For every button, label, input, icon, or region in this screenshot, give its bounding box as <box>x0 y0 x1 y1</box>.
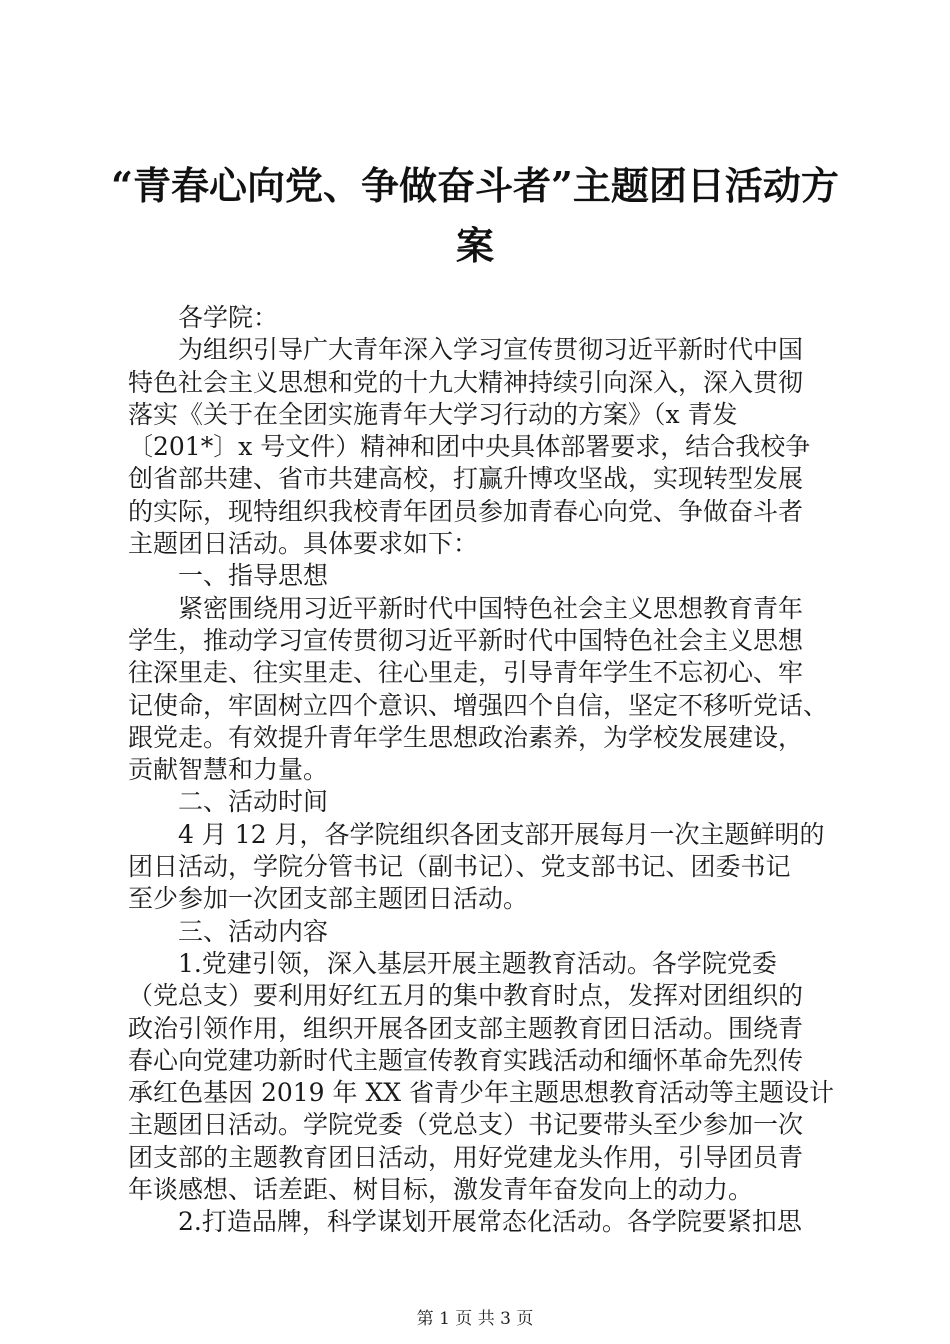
document-title <box>100 156 850 276</box>
paragraph-line: 创省部共建、省市共建高校，打赢升博攻坚战，实现转型发展 <box>128 464 804 494</box>
paragraph-line: 紧密围绕用习近平新时代中国特色社会主义思想教育青年 <box>178 593 804 623</box>
paragraph-line: 2.打造品牌，科学谋划开展常态化活动。各学院要紧扣思 <box>178 1207 802 1237</box>
paragraph-line: 为组织引导广大青年深入学习宣传贯彻习近平新时代中国 <box>178 335 804 365</box>
section-heading: 三、活动内容 <box>178 916 329 946</box>
paragraph-line: 跟党走。有效提升青年学生思想政治素养，为学校发展建设， <box>128 722 804 752</box>
salutation: 各学院： <box>178 303 279 332</box>
title-line-1: “青春心向党、争做奋斗者”主题团日活动方 <box>111 163 839 208</box>
paragraph-line: （党总支）要利用好红五月的集中教育时点，发挥对团组织的 <box>128 981 804 1011</box>
paragraph-line: 〔201*〕x 号文件）精神和团中央具体部署要求，结合我校争 <box>128 432 811 462</box>
paragraph-line: 贡献智慧和力量。 <box>128 755 329 785</box>
paragraph-line: 政治引领作用，组织开展各团支部主题教育团日活动。围绕青 <box>128 1013 804 1043</box>
paragraph-line: 团日活动，学院分管书记（副书记）、党支部书记、团委书记 <box>128 852 791 882</box>
paragraph-line: 承红色基因 2019 年 XX 省青少年主题思想教育活动等主题设计 <box>128 1078 835 1108</box>
paragraph-line: 学生，推动学习宣传贯彻习近平新时代中国特色社会主义思想 <box>128 625 804 655</box>
document-body <box>128 302 835 1239</box>
paragraph-line: 年谈感想、话差距、树目标，激发青年奋发向上的动力。 <box>128 1175 754 1205</box>
paragraph-line: 至少参加一次团支部主题团日活动。 <box>128 884 529 914</box>
paragraph-line: 4 月 12 月，各学院组织各团支部开展每月一次主题鲜明的 <box>178 819 825 849</box>
paragraph-line: 往深里走、往实里走、往心里走，引导青年学生不忘初心、牢 <box>128 658 804 688</box>
section-heading: 一、指导思想 <box>178 561 329 591</box>
page-footer: 第 1 页 共 3 页 <box>416 1309 534 1329</box>
paragraph-line: 记使命，牢固树立四个意识、增强四个自信，坚定不移听党话、 <box>128 690 829 720</box>
section-heading: 二、活动时间 <box>178 787 329 817</box>
paragraph-line: 的实际，现特组织我校青年团员参加青春心向党、争做奋斗者 <box>128 496 804 526</box>
paragraph-line: 1.党建引领，深入基层开展主题教育活动。各学院党委 <box>178 948 777 978</box>
paragraph-line: 特色社会主义思想和党的十九大精神持续引向深入，深入贯彻 <box>128 367 804 397</box>
paragraph-line: 主题团日活动。具体要求如下： <box>128 529 479 559</box>
title-line-2: 案 <box>455 223 494 268</box>
paragraph-line: 春心向党建功新时代主题宣传教育实践活动和缅怀革命先烈传 <box>128 1045 804 1075</box>
paragraph-line: 主题团日活动。学院党委（党总支）书记要带头至少参加一次 <box>128 1110 804 1140</box>
paragraph-line: 团支部的主题教育团日活动，用好党建龙头作用，引导团员青 <box>128 1142 804 1172</box>
paragraph-line: 落实《关于在全团实施青年大学习行动的方案》（x 青发 <box>128 399 738 429</box>
